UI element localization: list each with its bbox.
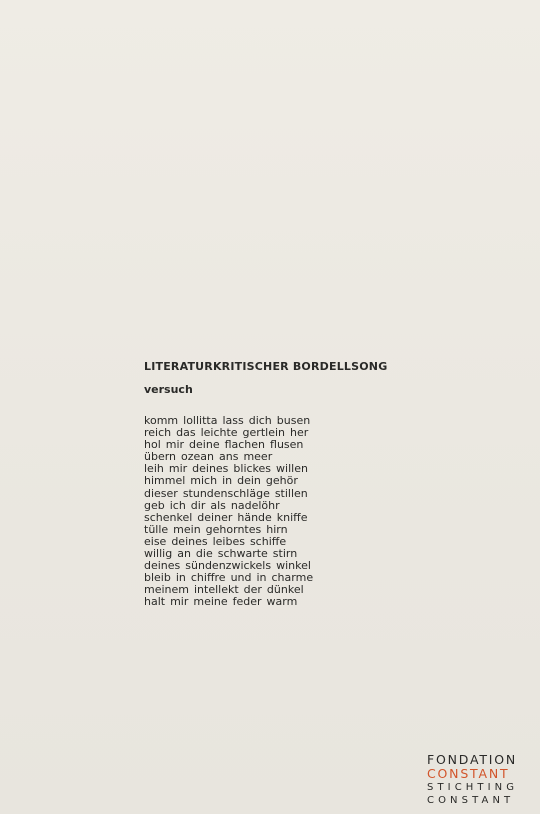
poem-line: komm lollitta lass dich busen [144, 414, 311, 427]
poem-line: willig an die schwarte stirn [144, 547, 298, 561]
poem-block [144, 360, 444, 609]
poem-line: halt mir meine feder warm [144, 595, 298, 609]
poem-line: dieser stundenschläge stillen [144, 486, 308, 500]
poem-line: leih mir deines blickes willen [144, 462, 308, 476]
fondation-constant-logo [427, 753, 531, 807]
poem-line: reich das leichte gertlein her [144, 426, 309, 440]
logo-line-fondation: FONDATION [427, 752, 518, 767]
poem-title: LITERATURKRITISCHER BORDELLSONG [144, 360, 388, 373]
poem-line: geb ich dir als nadelöhr [144, 498, 280, 512]
poem-line: hol mir deine flachen flusen [144, 438, 304, 452]
logo-line-constant: CONSTANT [427, 766, 510, 781]
poem-line: schenkel deiner hände kniffe [144, 510, 308, 524]
poem-line: eise deines leibes schiffe [144, 534, 287, 548]
poem-subtitle: versuch [144, 383, 193, 396]
poem-lines [144, 415, 444, 609]
logo-line-stichting: STICHTING [427, 782, 519, 793]
poem-line: meinem intellekt der dünkel [144, 583, 304, 597]
poem-line: himmel mich in dein gehör [144, 474, 298, 488]
poem-line: bleib in chiffre und in charme [144, 571, 314, 585]
poem-line: tülle mein gehorntes hirn [144, 522, 288, 536]
poem-line: übern ozean ans meer [144, 450, 273, 464]
poem-line: deines sündenzwickels winkel [144, 559, 311, 573]
logo-line-constant-small: CONSTANT [427, 795, 515, 806]
